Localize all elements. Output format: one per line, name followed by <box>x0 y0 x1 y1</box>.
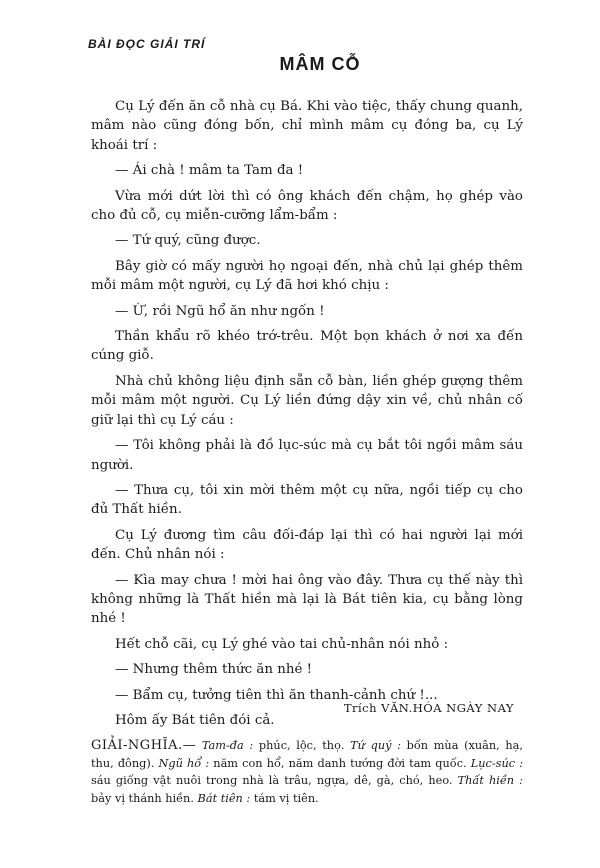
glossary-definition: sáu giống vật nuôi trong nhà là trâu, ngựa, dê, gà, chó, heo. <box>91 774 453 787</box>
paragraph: — Ừ, rồi Ngũ hổ ăn như ngốn ! <box>115 303 325 319</box>
paragraph: Cụ Lý đến ăn cỗ nhà cụ Bá. Khi vào tiệc, thấy chung quanh, mâm nào cũng đóng bốn, chỉ mình mâm cụ đóng ba, cụ Lý khoái trí : <box>91 99 523 153</box>
glossary-term: Tứ quý : <box>350 739 401 752</box>
paragraph: — Thưa cụ, tôi xin mời thêm một cụ nữa, ngồi tiếp cụ cho đủ Thất hiền. <box>91 482 523 518</box>
glossary-term: Bát tiên : <box>197 791 251 805</box>
paragraph: — Nhưng thêm thức ăn nhé ! <box>115 662 313 678</box>
paragraph: Hôm ấy Bát tiên đói cả. <box>115 712 275 728</box>
paragraph: Bây giờ có mấy người họ ngoại đến, nhà chủ lại ghép thêm mỗi mâm một người, cụ Lý đã hơi khó chịu : <box>91 258 523 294</box>
paragraph: Hết chỗ cãi, cụ Lý ghé vào tai chủ-nhân nói nhỏ : <box>115 636 449 652</box>
glossary-definition: bốn mùa (xuân, hạ, thu, đông). <box>91 739 524 770</box>
glossary-definition: phúc, lộc, thọ. <box>258 739 345 752</box>
glossary-term: Lục-súc : <box>470 756 524 770</box>
glossary-term: Thất hiền : <box>457 774 523 787</box>
paragraph: — Ái chà ! mâm ta Tam đa ! <box>115 163 304 179</box>
glossary-heading: GIẢI-NGHĨA.— <box>91 738 197 753</box>
glossary-definition: bảy vị thánh hiền. <box>91 791 194 805</box>
paragraph: — Bẩm cụ, tưởng tiên thì ăn thanh-cảnh chứ !... <box>115 687 438 703</box>
section-label: BÀI ĐỌC GIẢI TRÍ <box>88 37 206 51</box>
glossary-definition: năm con hổ, năm danh tướng đời tam quốc. <box>213 756 467 770</box>
paragraph: — Kìa may chưa ! mời hai ông vào đây. Thưa cụ thế này thì không những là Thất hiền mà lại là Bát tiên kia, cụ bằng lòng nhé ! <box>91 572 523 627</box>
glossary-term: Ngũ hổ : <box>158 756 210 770</box>
glossary <box>91 737 523 807</box>
paragraph: Vừa mới dứt lời thì có ông khách đến chậm, họ ghép vào cho đủ cỗ, cụ miễn-cưỡng lẩm-bẩm : <box>91 188 523 224</box>
paragraph: Thần khẩu rõ khéo trớ-trêu. Một bọn khách ở nơi xa đến cúng giỗ. <box>91 329 523 364</box>
paragraph: Nhà chủ không liệu định sẵn cỗ bàn, liền ghép gượng thêm mỗi mâm một người. Cụ Lý liền đứng dậy xin về, chủ nhân cố giữ lại thì cụ Lý cáu : <box>91 373 523 428</box>
glossary-term: Tam-đa : <box>201 739 254 752</box>
story-body <box>91 97 523 736</box>
paragraph: — Tôi không phải là đồ lục-súc mà cụ bắt tôi ngồi mâm sáu người. <box>91 438 523 473</box>
paragraph: — Tứ quý, cũng được. <box>115 233 261 249</box>
glossary-definition: tám vị tiên. <box>253 791 319 805</box>
page-title: MÂM CỖ <box>279 54 361 74</box>
paragraph: Cụ Lý đương tìm câu đối-đáp lại thì có hai người lại mới đến. Chủ nhân nói : <box>91 527 523 563</box>
source-citation: Trích VĂN.HÓA NGÀY NAY <box>343 701 514 715</box>
